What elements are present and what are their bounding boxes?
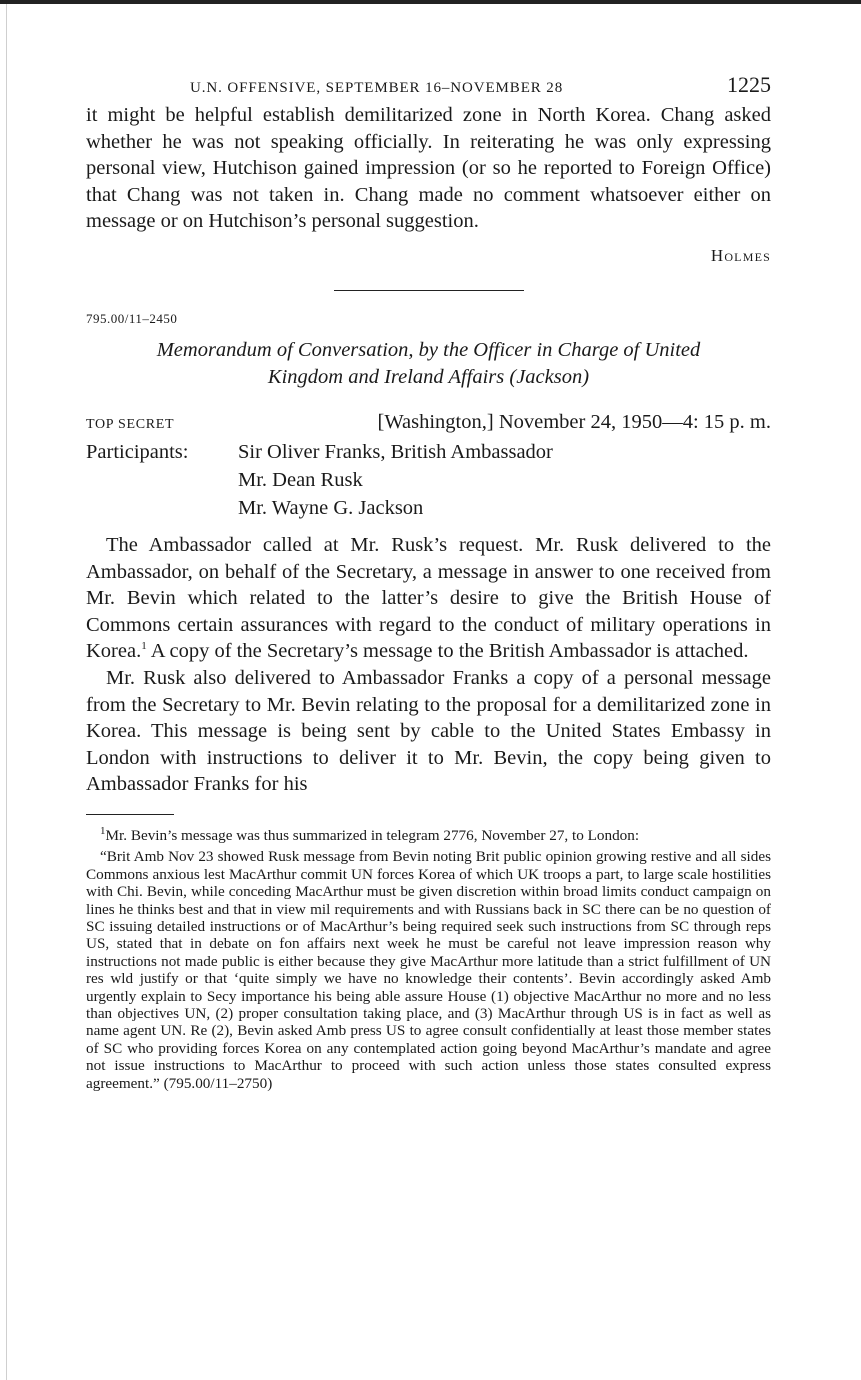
participants-list — [238, 438, 553, 522]
continued-paragraph: it might be helpful establish demilitarized zone in North Korea. Chang asked whether he was not speaking officially. In reiterating he was only expressing personal view, Hutchison gained impression (or so he reported to Foreign Office) that Chang was not taken in. Chang made no comment whatsoever either on message or on Hutchison’s personal suggestion. — [86, 104, 771, 233]
memo-paragraph-2: Mr. Rusk also delivered to Ambassador Franks a copy of a personal message from the Secretary to Mr. Bevin relating to the proposal for a demilitarized zone in Korea. This message is being sent by cable to the United States Embassy in London with instructions to deliver it to Mr. Bevin, the copy being given to Ambassador Franks for his — [86, 666, 771, 796]
footnote-quote: “Brit Amb Nov 23 showed Rusk message from Bevin noting Brit public opinion growing restive and all sides Commons anxious lest MacArthur commit UN forces Korea of which UK troops a part, to large scale hostilities with Chi. Bevin, while conceding MacArthur must be given discretion within broad limits conduct campaign on lines he thinks best and that in view mil requirements and with Russians back in SC there can be no question of SC issuing detailed instructions or of MacArthur’s being required seek such instructions from SC through reps US, stated that in debate on fon affairs next week he must be careful not leave impression reason why instructions not made public is either because they give MacArthur more latitude than a strict fulfillment of UN res wld justify or that ‘quite simply we have no knowledge their contents’. Bevin accordingly asked Amb urgently explain to Secy importance his being able assure House (1) objective MacArthur no more and no less than objectives UN, (2) proper consultation taking place, and (3) MacArthur through US is in fact as well as name agent UN. Re (2), Bevin asked Amb press US to agree consult confidentially at least those member states of SC who providing forces Korea on any contemplated action going beyond MacArthur’s mandate and agree not issue instructions to MacArthur to proceed with such action unless those states consulted express agreement.” (795.00/11–2750) — [86, 848, 771, 1092]
participant: Mr. Wayne G. Jackson — [238, 496, 424, 519]
page-left-edge — [6, 4, 7, 1380]
dateline: [Washington,] November 24, 1950—4: 15 p. m. — [377, 410, 771, 433]
running-head-title: U.N. OFFENSIVE, SEPTEMBER 16–NOVEMBER 28 — [190, 80, 564, 96]
document-title — [86, 337, 771, 391]
participant: Sir Oliver Franks, British Ambassador — [238, 440, 553, 463]
participants-label: Participants: — [86, 440, 189, 463]
dateline-row — [86, 411, 771, 434]
signature: Holmes — [710, 245, 771, 265]
memo-paragraph-1 — [86, 532, 771, 665]
document-title-line-1: Memorandum of Conversation, by the Officer in Charge of United — [156, 338, 701, 361]
footnote-reference[interactable]: 1 — [141, 640, 147, 653]
memo-body — [86, 532, 771, 798]
document-title-line-2: Kingdom and Ireland Affairs (Jackson) — [267, 365, 590, 388]
memo-paragraph-1-continuation: A copy of the Secretary’s message to the British Ambassador is attached. — [146, 640, 749, 663]
footnote-intro — [86, 824, 771, 844]
page-top-edge — [0, 0, 861, 4]
memo-paragraph-1-text: The Ambassador called at Mr. Rusk’s request. Mr. Rusk delivered to the Ambassador, on behalf of the Secretary, a message in answer to one received from Mr. Bevin which related to the latter’s desire to give the British House of Commons certain assurances with regard to the conduct of military operations in Korea. — [86, 533, 771, 663]
footnote-marker: 1 — [100, 824, 106, 837]
page-content — [86, 72, 771, 1092]
footnote-divider — [86, 814, 174, 815]
file-number: 795.00/11–2450 — [86, 310, 178, 326]
classification: TOP SECRET — [86, 416, 175, 432]
running-head — [86, 72, 771, 102]
section-divider — [334, 290, 524, 291]
participant: Mr. Dean Rusk — [238, 468, 363, 491]
page-number: 1225 — [727, 72, 771, 97]
participants-block — [86, 438, 771, 522]
footnote-intro-text: Mr. Bevin’s message was thus summarized in telegram 2776, November 27, to London: — [105, 826, 640, 844]
